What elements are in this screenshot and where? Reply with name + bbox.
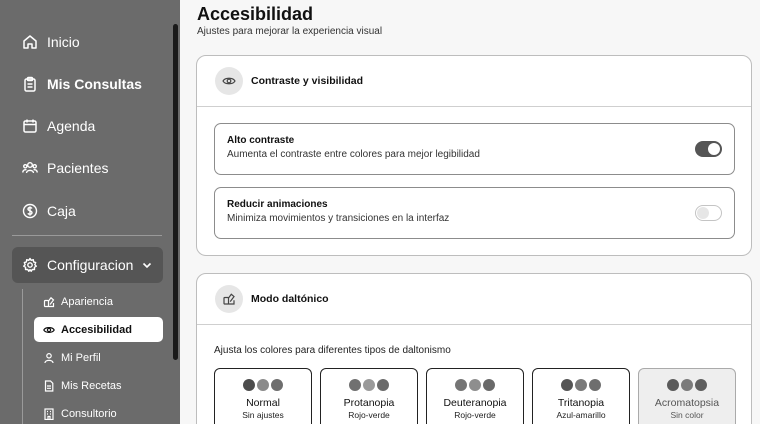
contrast-card bbox=[196, 55, 752, 256]
colorblind-description: Ajusta los colores para diferentes tipos de daltonismo bbox=[214, 345, 451, 356]
mode-name: Tritanopia bbox=[557, 397, 605, 409]
sidebar-item-label: Agenda bbox=[47, 118, 96, 134]
sidebar-item-configuracion[interactable] bbox=[12, 247, 163, 283]
color-dot bbox=[681, 379, 693, 391]
color-dots bbox=[321, 379, 417, 391]
color-dot bbox=[363, 379, 375, 391]
alto-contraste-toggle[interactable] bbox=[695, 141, 722, 157]
color-dot bbox=[589, 379, 601, 391]
eye-icon bbox=[43, 324, 55, 336]
mode-subtitle: Rojo-verde bbox=[454, 410, 496, 420]
sidebar-subitem-apariencia[interactable] bbox=[34, 289, 163, 314]
mode-subtitle: Sin ajustes bbox=[242, 410, 284, 420]
gear-icon bbox=[22, 257, 38, 273]
mode-tritanopia[interactable] bbox=[532, 368, 630, 424]
option-title: Alto contraste bbox=[227, 135, 295, 146]
document-icon bbox=[43, 380, 55, 392]
card-title: Modo daltónico bbox=[251, 293, 329, 305]
palette-icon bbox=[215, 285, 243, 313]
users-icon bbox=[22, 160, 38, 176]
building-icon bbox=[43, 408, 55, 420]
color-dot bbox=[667, 379, 679, 391]
mode-name: Normal bbox=[246, 397, 280, 409]
color-dots bbox=[533, 379, 629, 391]
sidebar-item-label: Pacientes bbox=[47, 160, 109, 176]
chevron-down-icon bbox=[141, 259, 153, 271]
mode-name: Deuteranopia bbox=[443, 397, 507, 409]
sidebar-subitem-label: Consultorio bbox=[61, 407, 117, 420]
color-dot bbox=[257, 379, 269, 391]
sidebar-subitem-label: Mis Recetas bbox=[61, 379, 122, 392]
color-dot bbox=[455, 379, 467, 391]
color-dot bbox=[271, 379, 283, 391]
calendar-icon bbox=[22, 118, 38, 134]
sidebar-item-label: Configuracion bbox=[47, 257, 134, 273]
clipboard-icon bbox=[22, 76, 38, 92]
sidebar-subitem-label: Mi Perfil bbox=[61, 351, 101, 364]
color-dot bbox=[243, 379, 255, 391]
sidebar-subitem-accesibilidad[interactable] bbox=[34, 317, 163, 342]
mode-deuteranopia[interactable] bbox=[426, 368, 524, 424]
color-dot bbox=[575, 379, 587, 391]
color-dots bbox=[215, 379, 311, 391]
mode-protanopia[interactable] bbox=[320, 368, 418, 424]
sidebar-subitem-label: Accesibilidad bbox=[61, 323, 132, 336]
user-icon bbox=[43, 352, 55, 364]
reducir-animaciones-toggle[interactable] bbox=[695, 205, 722, 221]
sidebar-item-inicio[interactable] bbox=[12, 25, 162, 59]
page-subtitle: Ajustes para mejorar la experiencia visual bbox=[197, 26, 383, 37]
sidebar-subitem-consultorio[interactable] bbox=[34, 401, 163, 424]
sidebar-scrollbar[interactable] bbox=[173, 24, 178, 360]
mode-name: Protanopia bbox=[343, 397, 395, 409]
submenu-line bbox=[22, 289, 23, 424]
color-dot bbox=[483, 379, 495, 391]
home-icon bbox=[22, 34, 38, 50]
card-header bbox=[197, 56, 751, 107]
sidebar-item-label: Inicio bbox=[47, 34, 80, 50]
option-alto-contraste bbox=[214, 123, 735, 175]
option-reducir-animaciones bbox=[214, 187, 735, 239]
toggle-knob bbox=[708, 143, 720, 155]
color-dots bbox=[427, 379, 523, 391]
color-dots bbox=[639, 379, 735, 391]
mode-subtitle: Sin color bbox=[670, 410, 704, 420]
mode-normal[interactable] bbox=[214, 368, 312, 424]
sidebar-item-caja[interactable] bbox=[12, 194, 162, 228]
page-title: Accesibilidad bbox=[197, 4, 314, 24]
eye-icon bbox=[215, 67, 243, 95]
card-title: Contraste y visibilidad bbox=[251, 75, 364, 87]
sidebar-item-agenda[interactable] bbox=[12, 109, 162, 143]
color-dot bbox=[469, 379, 481, 391]
mode-subtitle: Rojo-verde bbox=[348, 410, 390, 420]
color-dot bbox=[349, 379, 361, 391]
main-content bbox=[180, 0, 760, 424]
option-description: Minimiza movimientos y transiciones en la interfaz bbox=[227, 213, 450, 224]
sidebar-item-label: Mis Consultas bbox=[47, 76, 142, 92]
sidebar-divider bbox=[12, 235, 162, 236]
mode-acromatopsia[interactable] bbox=[638, 368, 736, 424]
mode-name: Acromatopsia bbox=[654, 397, 720, 409]
sidebar-item-label: Caja bbox=[47, 203, 76, 219]
dollar-icon bbox=[22, 203, 38, 219]
color-dot bbox=[695, 379, 707, 391]
palette-icon bbox=[43, 296, 55, 308]
colorblind-card bbox=[196, 273, 752, 424]
color-dot bbox=[377, 379, 389, 391]
mode-subtitle: Azul-amarillo bbox=[556, 410, 606, 420]
sidebar-subitem-mis-recetas[interactable] bbox=[34, 373, 163, 398]
sidebar-subitem-label: Apariencia bbox=[61, 295, 113, 308]
option-description: Aumenta el contraste entre colores para mejor legibilidad bbox=[227, 149, 480, 160]
sidebar bbox=[0, 0, 180, 424]
toggle-knob bbox=[697, 207, 709, 219]
sidebar-item-mis-consultas[interactable] bbox=[12, 67, 162, 101]
option-title: Reducir animaciones bbox=[227, 199, 328, 210]
sidebar-item-pacientes[interactable] bbox=[12, 151, 162, 185]
color-dot bbox=[561, 379, 573, 391]
card-header bbox=[197, 274, 751, 325]
sidebar-subitem-mi-perfil[interactable] bbox=[34, 345, 163, 370]
